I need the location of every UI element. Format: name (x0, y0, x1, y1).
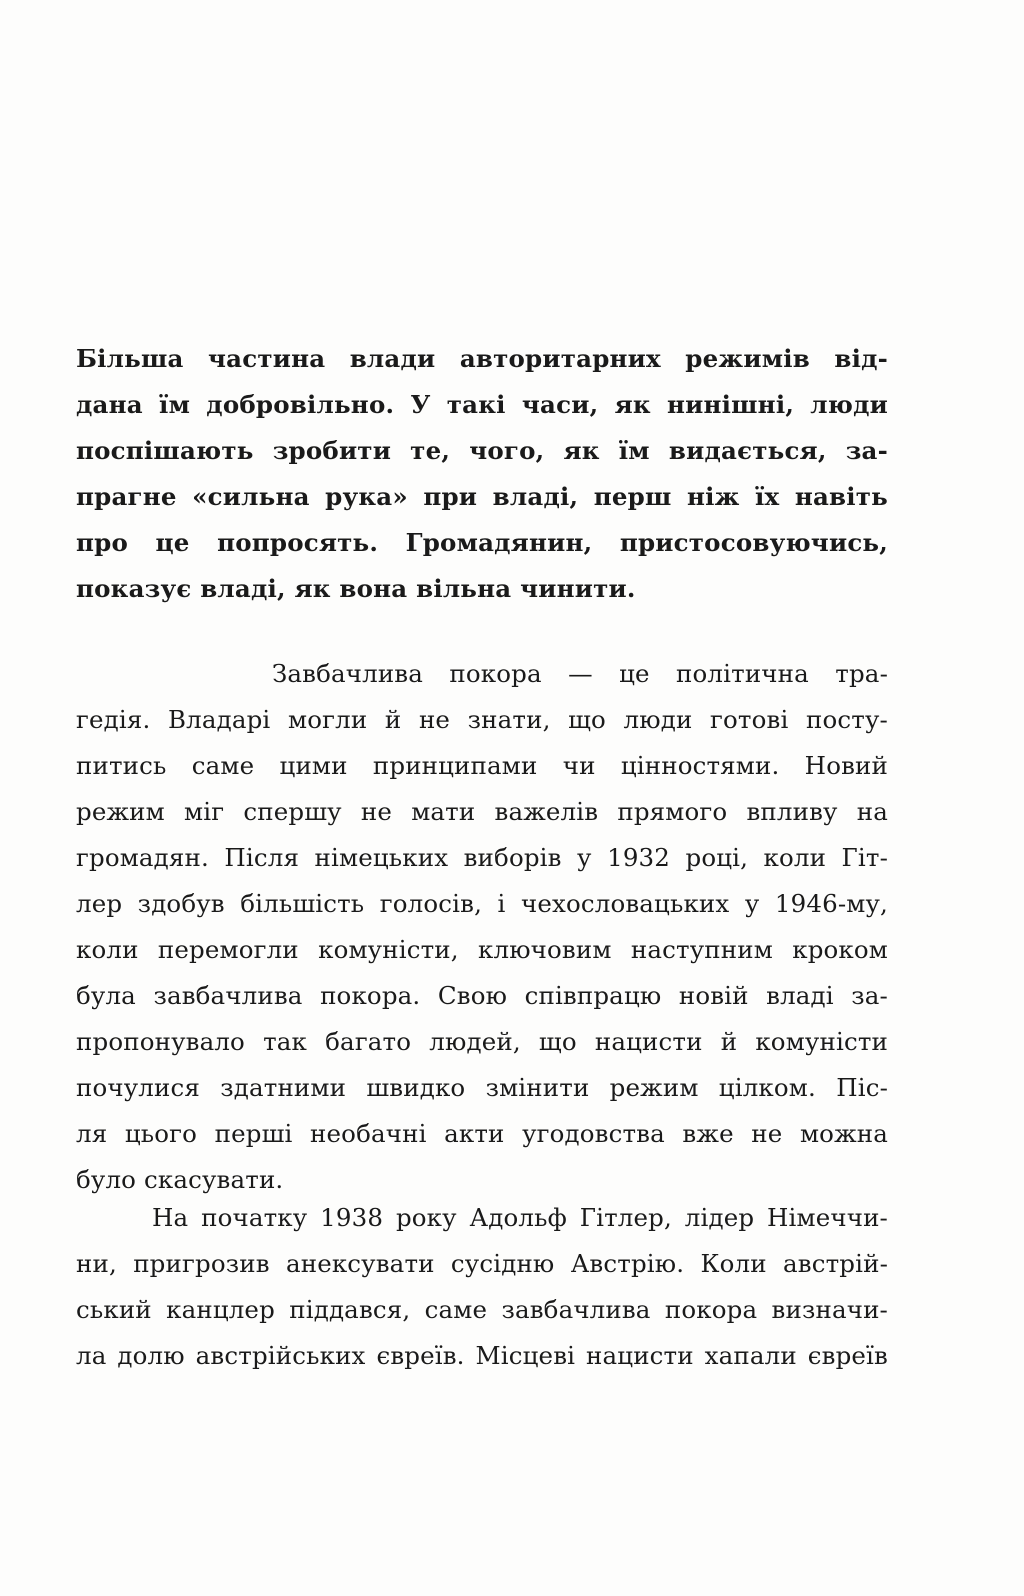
paragraph-1 (76, 651, 888, 1203)
text-line: гедія. Владарі могли й не знати, що люди готові посту- (76, 705, 888, 734)
text-line: почулися здатними швидко змінити режим цілком. Піс- (76, 1073, 888, 1102)
paragraph-2 (76, 1195, 888, 1379)
text-line: пропонувало так багато людей, що нацисти й комуністи (76, 1027, 888, 1056)
text-line: ський канцлер піддався, саме завбачлива покора визначи- (76, 1295, 888, 1324)
lead-line: показує владі, як вона вільна чинити. (76, 574, 636, 603)
text-line: коли перемогли комуністи, ключовим наступним кроком (76, 935, 888, 964)
lead-line: дана їм добровільно. У такі часи, як нинішні, люди (76, 390, 888, 419)
text-line: було скасувати. (76, 1165, 284, 1194)
text-line: Завбачлива покора — це політична тра- (272, 659, 888, 688)
text-line: ля цього перші необачні акти угодовства вже не можна (76, 1119, 888, 1148)
lead-line: прагне «сильна рука» при владі, перш ніж їх навіть (76, 482, 888, 511)
lead-line: про це попросять. Громадянин, пристосовуючись, (76, 528, 888, 557)
text-line: На початку 1938 року Адольф Гітлер, лідер Німеччи- (152, 1203, 888, 1232)
lead-line: Більша частина влади авторитарних режимів від- (76, 344, 888, 373)
text-line: ни, пригрозив анексувати сусідню Австрію. Коли австрій- (76, 1249, 888, 1278)
text-line: лер здобув більшість голосів, і чехословацьких у 1946-му, (76, 889, 888, 918)
text-line: питись саме цими принципами чи цінностями. Новий (76, 751, 888, 780)
lead-line: поспішають зробити те, чого, як їм видається, за- (76, 436, 888, 465)
text-line: ла долю австрійських євреїв. Місцеві нацисти хапали євреїв (76, 1341, 888, 1370)
text-line: режим міг спершу не мати важелів прямого впливу на (76, 797, 888, 826)
text-line: була завбачлива покора. Свою співпрацю новій владі за- (76, 981, 888, 1010)
lead-paragraph (76, 336, 888, 612)
text-line: громадян. Після німецьких виборів у 1932 році, коли Гіт- (76, 843, 888, 872)
